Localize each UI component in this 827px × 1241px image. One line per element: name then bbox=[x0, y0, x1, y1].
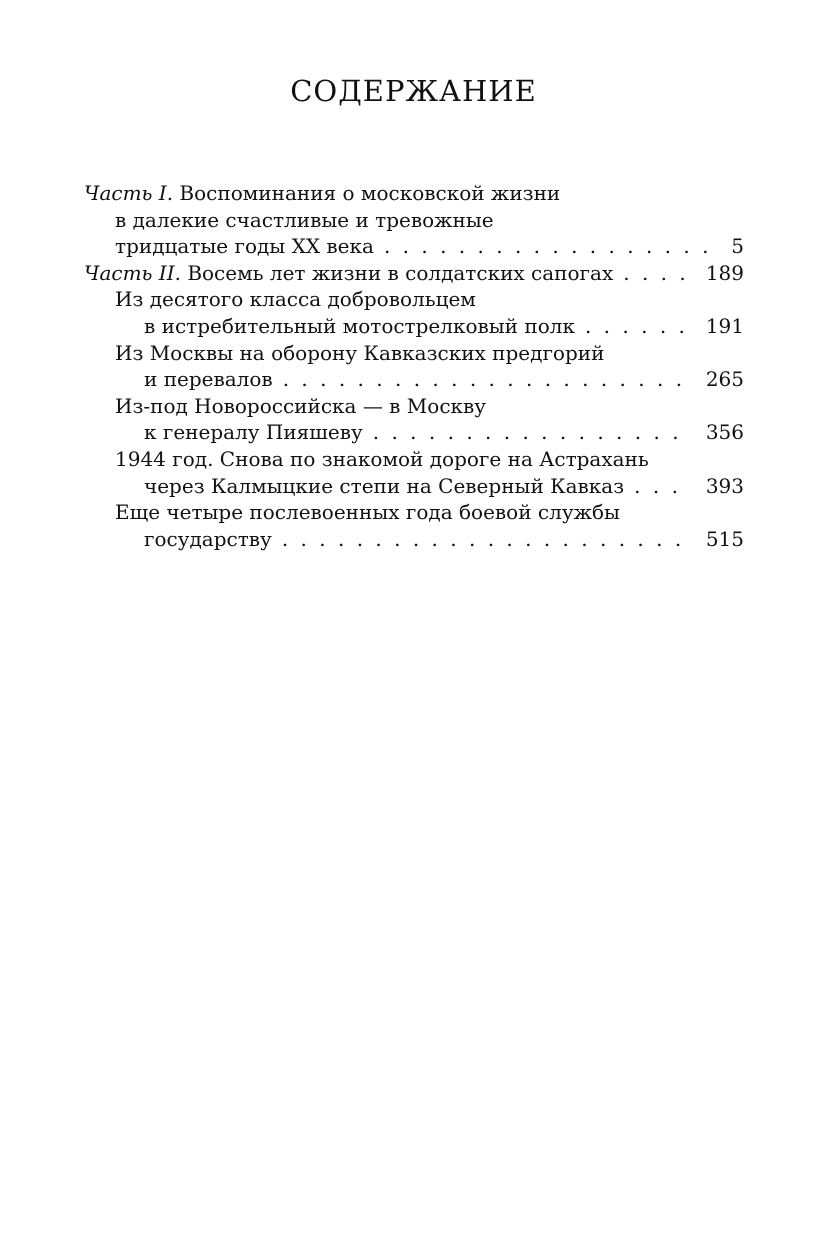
toc-chapter-1-line-2 bbox=[84, 313, 744, 340]
entry-text: Из десятого класса добровольцем bbox=[115, 287, 476, 312]
toc-chapter-5-line-2 bbox=[84, 526, 744, 553]
entry-text: через Калмыцкие степи на Северный Кавказ bbox=[144, 473, 625, 498]
page-number: 356 bbox=[705, 420, 744, 445]
dot-leader bbox=[634, 473, 688, 500]
entry-text: Восемь лет жизни в солдатских сапогах bbox=[187, 260, 614, 285]
toc-entry-part-1-line-2 bbox=[84, 207, 744, 234]
page-number: 393 bbox=[705, 473, 744, 498]
dot-leader bbox=[282, 526, 688, 553]
entry-text: Из Москвы на оборону Кавказских предгорий bbox=[115, 340, 605, 365]
entry-text: Еще четыре послевоенных года боевой службы bbox=[115, 500, 620, 525]
entry-text: Из-под Новороссийска — в Москву bbox=[115, 393, 487, 418]
toc-chapter-2-line-1 bbox=[84, 340, 744, 367]
page-number: 191 bbox=[705, 313, 744, 338]
dot-leader bbox=[384, 233, 721, 260]
entry-text: в истребительный мотострелковый полк bbox=[144, 313, 575, 338]
entry-text: государству bbox=[144, 526, 272, 551]
dot-leader bbox=[585, 313, 688, 340]
toc-chapter-1-line-1 bbox=[84, 286, 744, 313]
toc-chapter-4-line-2 bbox=[84, 473, 744, 500]
entry-text: Воспоминания о московской жизни bbox=[179, 181, 561, 205]
part-label: Часть II. bbox=[84, 260, 181, 285]
toc-chapter-5-line-1 bbox=[84, 499, 744, 526]
toc-chapter-3-line-2 bbox=[84, 419, 744, 446]
dot-leader bbox=[623, 260, 688, 287]
toc-chapter-2-line-2 bbox=[84, 366, 744, 393]
toc-entry-part-1-line-1 bbox=[84, 180, 744, 207]
toc-entry-part-2 bbox=[84, 260, 744, 287]
table-of-contents bbox=[84, 180, 744, 552]
toc-entry-part-1-line-3 bbox=[84, 233, 744, 260]
dot-leader bbox=[283, 366, 688, 393]
entry-text: в далекие счастливые и тревожные bbox=[115, 207, 494, 232]
entry-text: и перевалов bbox=[144, 367, 273, 392]
toc-chapter-3-line-1 bbox=[84, 393, 744, 420]
page-number: 5 bbox=[731, 234, 744, 259]
entry-text: к генералу Пияшеву bbox=[144, 420, 363, 445]
part-label: Часть I. bbox=[84, 181, 174, 205]
page-number: 265 bbox=[705, 367, 744, 392]
entry-text: 1944 год. Снова по знакомой дороге на Астрахань bbox=[115, 446, 649, 471]
dot-leader bbox=[373, 419, 688, 446]
page-number: 189 bbox=[705, 260, 744, 285]
page-number: 515 bbox=[705, 526, 744, 551]
page-title: СОДЕРЖАНИЕ bbox=[290, 74, 537, 108]
toc-chapter-4-line-1 bbox=[84, 446, 744, 473]
entry-text: тридцатые годы XX века bbox=[115, 234, 374, 259]
